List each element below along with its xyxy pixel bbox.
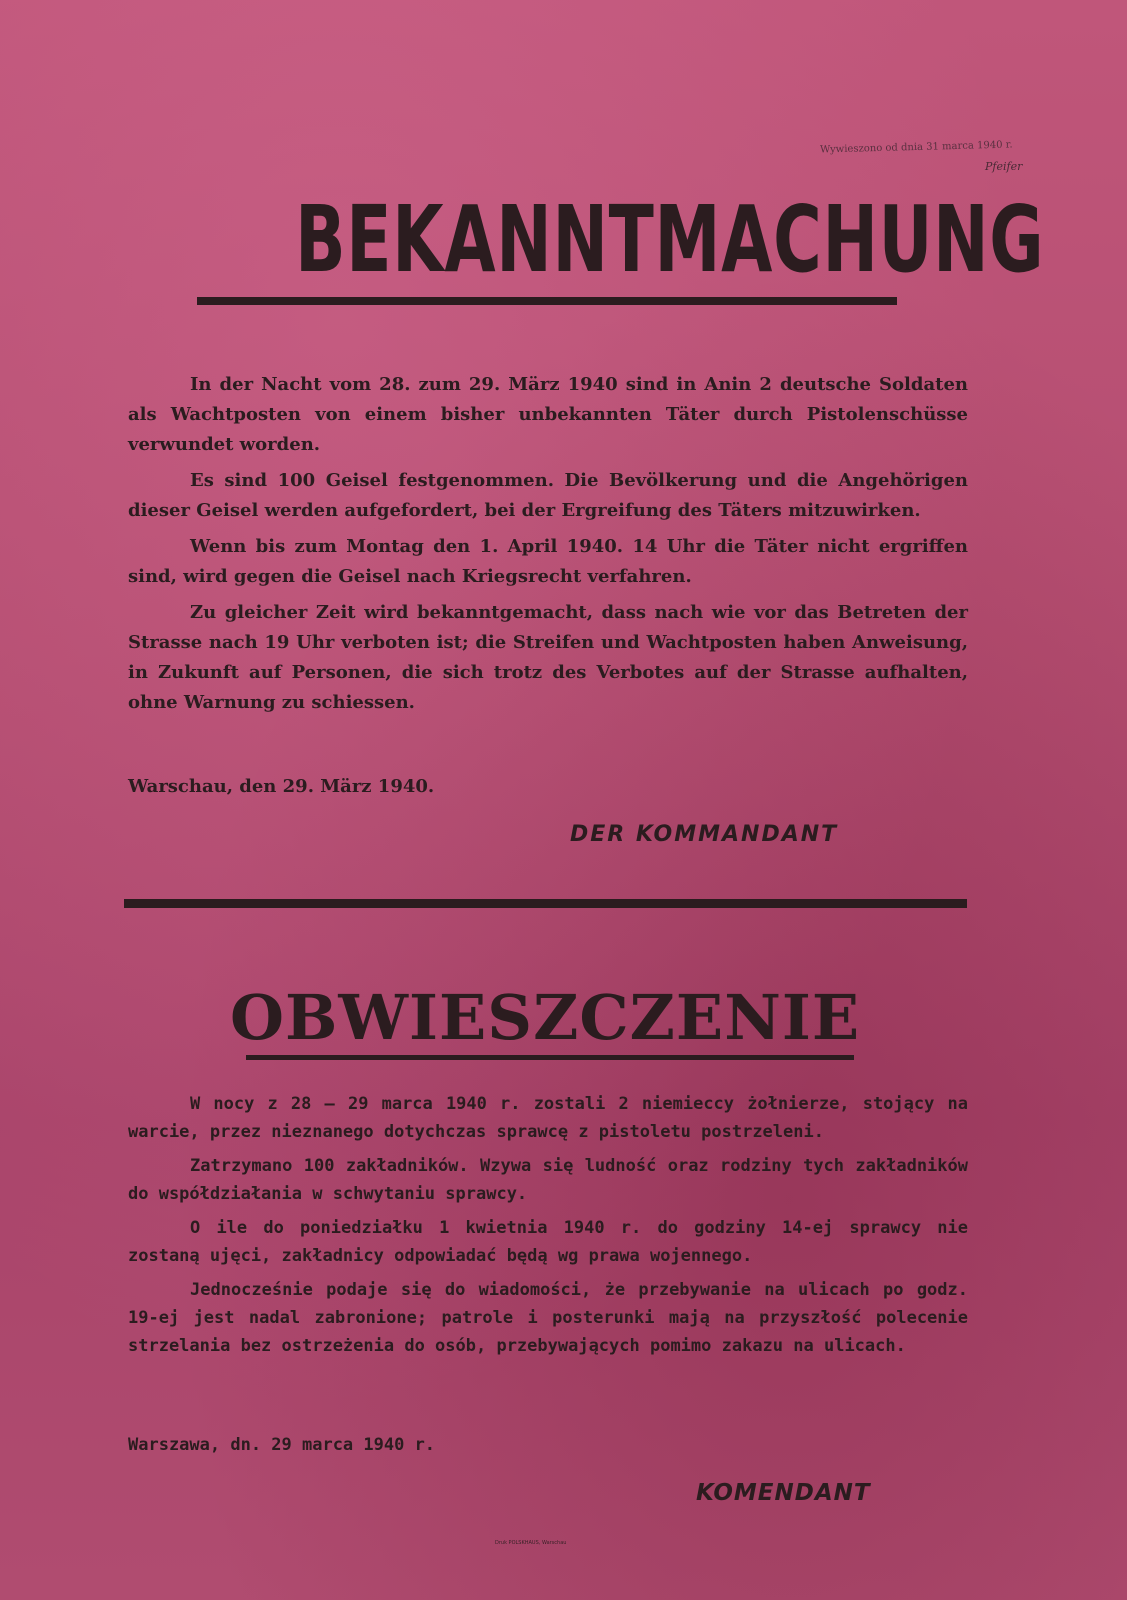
polish-signature: KOMENDANT — [696, 1480, 871, 1506]
german-title-underline — [197, 297, 897, 305]
polish-title: OBWIESZCZENIE — [230, 981, 861, 1054]
german-title: BEKANNTMACHUNG — [295, 186, 1045, 293]
german-paragraph: Es sind 100 Geisel festgenommen. Die Bevölkerung und die Angehörigen dieser Geisel werden aufgefordert, bei der Ergreifung des Täters mitzuwirken. — [128, 470, 968, 521]
polish-paragraph: Zatrzymano 100 zakładników. Wzywa się ludność oraz rodziny tych zakładników do współdziałania w schwytaniu sprawcy. — [128, 1156, 968, 1204]
german-signature: DER KOMMANDANT — [570, 822, 839, 847]
german-paragraph: Wenn bis zum Montag den 1. April 1940. 14 Uhr die Täter nicht ergriffen sind, wird gegen die Geisel nach Kriegsrecht verfahren. — [128, 536, 968, 587]
german-paragraph: In der Nacht vom 28. zum 29. März 1940 sind in Anin 2 deutsche Soldaten als Wachtposten von einem bisher unbekannten Täter durch Pistolenschüsse verwundet worden. — [128, 374, 968, 455]
german-date-line: Warschau, den 29. März 1940. — [128, 776, 435, 797]
polish-body — [128, 1090, 968, 1366]
polish-paragraph: Jednocześnie podaje się do wiadomości, że przebywanie na ulicach po godz. 19-ej jest nadal zabronione; patrole i posterunki mają na przyszłość polecenie strzelania bez ostrzeżenia do osób, przebywających pomimo zakazu na ulicach. — [128, 1280, 968, 1356]
german-paragraph: Zu gleicher Zeit wird bekanntgemacht, dass nach wie vor das Betreten der Strasse nach 19 Uhr verboten ist; die Streifen und Wachtposten haben Anweisung, in Zukunft auf Personen, die sich trotz des Verbotes auf der Strasse aufhalten, ohne Warnung zu schiessen. — [128, 602, 968, 713]
polish-paragraph: W nocy z 28 — 29 marca 1940 r. zostali 2 niemieccy żołnierze, stojący na warcie, przez nieznanego dotychczas sprawcę z pistoletu postrzeleni. — [128, 1094, 968, 1142]
polish-paragraph: O ile do poniedziałku 1 kwietnia 1940 r. do godziny 14-ej sprawcy nie zostaną ujęci, zakładnicy odpowiadać będą wg prawa wojennego. — [128, 1218, 968, 1266]
stamp-signature: Pfeifer — [985, 160, 1023, 173]
german-body — [128, 370, 968, 724]
posting-stamp: Wywieszono od dnia 31 marca 1940 r. — [819, 139, 1013, 156]
section-divider — [124, 899, 967, 908]
polish-title-underline — [246, 1055, 854, 1060]
polish-date-line: Warszawa, dn. 29 marca 1940 r. — [128, 1435, 436, 1455]
printer-imprint: Druk POLSKHAUS, Warschau — [495, 1540, 567, 1546]
